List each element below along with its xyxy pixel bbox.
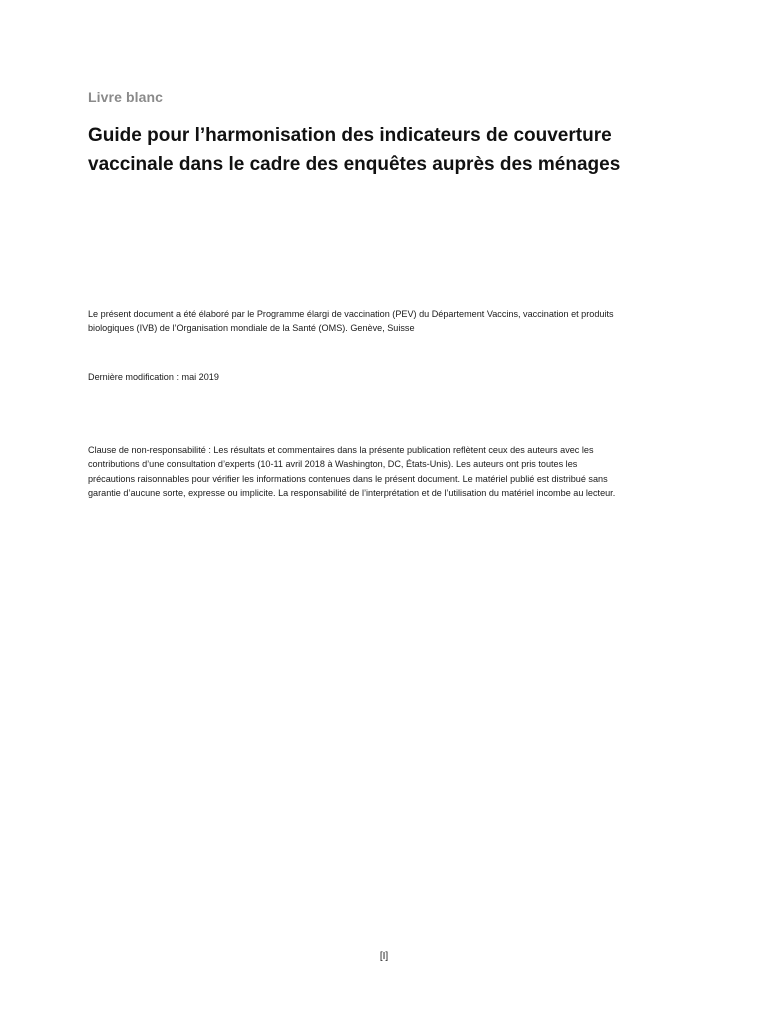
disclaimer-paragraph: [88, 443, 688, 501]
last-modified-text: Dernière modification : mai 2019: [88, 372, 219, 382]
disclaimer-line: précautions raisonnables pour vérifier les informations contenues dans le présent document. Le matériel publié est distribué sans: [88, 473, 608, 484]
page-number: [I]: [379, 951, 389, 962]
disclaimer-line: garantie d’aucune sorte, expresse ou implicite. La responsabilité de l’interprétation et de l’utilisation du matériel incombe au lecteur.: [88, 488, 616, 499]
disclaimer-line: contributions d’une consultation d’experts (10-11 avril 2018 à Washington, DC, États-Unis). Les auteurs ont pris toutes les: [88, 459, 578, 470]
disclaimer-line: Clause de non-responsabilité : Les résultats et commentaires dans la présente publication reflètent ceux des auteurs avec les: [88, 445, 594, 455]
title-line: vaccinale dans le cadre des enquêtes auprès des ménages: [88, 154, 621, 175]
authorship-line: biologiques (IVB) de l’Organisation mondiale de la Santé (OMS). Genève, Suisse: [88, 323, 415, 334]
document-type-label: Livre blanc: [88, 89, 164, 105]
authorship-line: Le présent document a été élaboré par le Programme élargi de vaccination (PEV) du Département Vaccins, vaccination et produits: [88, 309, 614, 319]
document-title: [88, 121, 688, 179]
title-line: Guide pour l’harmonisation des indicateurs de couverture: [88, 125, 612, 146]
authorship-paragraph: [88, 307, 688, 336]
last-modified-note: [88, 370, 688, 384]
